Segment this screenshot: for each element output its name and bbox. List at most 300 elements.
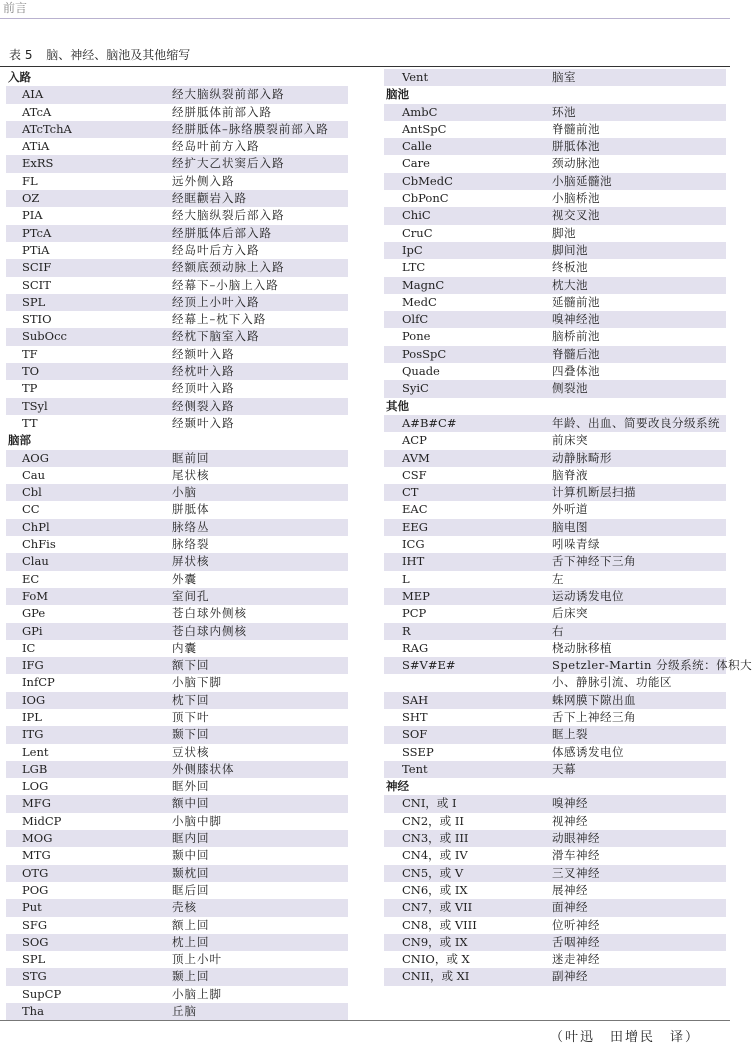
full-term: 颞枕回 — [172, 865, 210, 880]
full-term: 小脑下脚 — [172, 675, 222, 690]
full-term: 额中回 — [172, 796, 210, 811]
section-heading: 神经 — [386, 779, 409, 794]
abbreviation: LOG — [22, 779, 49, 794]
table-row — [384, 519, 726, 536]
abbreviation: AmbC — [402, 104, 438, 119]
abbreviation: SPL — [22, 952, 46, 967]
full-term: 经扩大乙状窦后入路 — [172, 156, 285, 171]
table-row — [384, 830, 726, 847]
full-term: 小脑延髓池 — [552, 173, 612, 188]
full-term: 经岛叶后方入路 — [172, 242, 260, 257]
abbreviation: ATcTchA — [22, 121, 72, 136]
abbreviation: Quade — [402, 364, 440, 379]
table-row — [6, 155, 348, 172]
full-term: 展神经 — [552, 882, 588, 897]
full-term: 脑脊液 — [552, 467, 588, 482]
abbreviation: SCIT — [22, 277, 51, 292]
abbreviation: IFG — [22, 658, 44, 673]
abbreviation: Cau — [22, 467, 46, 482]
table-row — [6, 1003, 348, 1020]
abbreviation: TO — [22, 364, 40, 379]
full-term: 迷走神经 — [552, 952, 600, 967]
full-term: 颞中回 — [172, 848, 210, 863]
abbreviation: IC — [22, 640, 36, 655]
abbreviation: Tent — [402, 761, 428, 776]
abbreviation: R — [402, 623, 411, 638]
full-term: 经胼胝体后部入路 — [172, 225, 272, 240]
full-term: 尾状核 — [172, 467, 210, 482]
table-row — [6, 363, 348, 380]
abbreviation: SyiC — [402, 381, 429, 396]
abbreviation: IHT — [402, 554, 425, 569]
full-term: 运动诱发电位 — [552, 588, 624, 603]
table-row — [384, 917, 726, 934]
table-row — [6, 605, 348, 622]
abbreviation: EC — [22, 571, 40, 586]
section-heading: 脑部 — [8, 433, 31, 448]
right-column — [384, 69, 752, 986]
table-row — [384, 104, 726, 121]
abbreviation: CNII，或 XI — [402, 969, 470, 984]
full-term: 经顶上小叶入路 — [172, 294, 260, 309]
abbreviation: CT — [402, 485, 419, 500]
table-row — [6, 450, 348, 467]
table-row — [6, 726, 348, 743]
table-row — [384, 571, 726, 588]
full-term: 额下回 — [172, 658, 210, 673]
abbreviation: TT — [22, 415, 38, 430]
full-term: 额上回 — [172, 917, 210, 932]
full-term: 经幕下–小脑上入路 — [172, 277, 279, 292]
abbreviation: Cbl — [22, 485, 42, 500]
abbreviation: STIO — [22, 312, 52, 327]
abbreviation: PTiA — [22, 242, 50, 257]
abbreviation: AOG — [22, 450, 49, 465]
full-term: 经额叶入路 — [172, 346, 235, 361]
full-term: 小脑 — [172, 485, 197, 500]
table-row — [6, 104, 348, 121]
abbreviation: CNIO，或 X — [402, 952, 470, 967]
table-row — [384, 709, 726, 726]
full-term: 苍白球外侧核 — [172, 606, 247, 621]
full-term: 面神经 — [552, 900, 588, 915]
table-row — [6, 899, 348, 916]
abbreviation: MEP — [402, 588, 430, 603]
abbreviation: SCIF — [22, 260, 52, 275]
table-row — [6, 467, 348, 484]
full-term: 胼胝体池 — [552, 139, 600, 154]
full-term: 环池 — [552, 104, 576, 119]
full-term: 小脑上脚 — [172, 986, 222, 1001]
full-term: 脚间池 — [552, 242, 588, 257]
full-term: 眶内回 — [172, 831, 210, 846]
table-row — [384, 657, 752, 674]
table-row — [384, 795, 726, 812]
table-title — [9, 46, 190, 63]
table-row — [6, 484, 348, 501]
abbreviation: LTC — [402, 260, 426, 275]
full-term: 三叉神经 — [552, 865, 600, 880]
full-term: 舌咽神经 — [552, 934, 600, 949]
abbreviation: TP — [22, 381, 38, 396]
abbreviation: PIA — [22, 208, 43, 223]
full-term: 脑电图 — [552, 519, 588, 534]
abbreviation: Vent — [402, 70, 429, 84]
full-term: 枕上回 — [172, 934, 210, 949]
table-row — [6, 571, 348, 588]
abbreviation: ChFis — [22, 537, 56, 552]
full-term: 胼胝体 — [172, 502, 210, 517]
full-term: 外囊 — [172, 571, 197, 586]
full-term: 外侧膝状体 — [172, 761, 235, 776]
abbreviation: ATiA — [22, 139, 50, 154]
table-row — [384, 450, 726, 467]
table-row — [6, 294, 348, 311]
full-term: 小脑中脚 — [172, 813, 222, 828]
table-row — [384, 899, 726, 916]
table-row — [6, 415, 348, 432]
abbreviation: PosSpC — [402, 346, 447, 361]
table-row — [384, 346, 726, 363]
abbreviation: ExRS — [22, 156, 54, 171]
section-heading: 其他 — [386, 398, 409, 413]
abbreviation: Calle — [402, 139, 432, 154]
table-top-rule — [0, 66, 730, 67]
full-term: 前床突 — [552, 433, 588, 448]
table-row — [6, 259, 348, 276]
full-term: 眶后回 — [172, 882, 210, 897]
abbreviation: Tha — [22, 1004, 44, 1019]
full-term: 经枕下脑室入路 — [172, 329, 260, 344]
table-row — [6, 380, 348, 397]
abbreviation: GPi — [22, 623, 43, 638]
abbreviation: CN2，或 II — [402, 813, 464, 828]
abbreviation: OlfC — [402, 312, 429, 327]
full-term: 延髓前池 — [552, 294, 600, 309]
table-row — [6, 795, 348, 812]
table-row — [6, 311, 348, 328]
abbreviation: CNI，或 I — [402, 796, 457, 811]
table-row — [6, 553, 348, 570]
table-row — [6, 346, 348, 363]
table-row — [6, 519, 348, 536]
abbreviation: SOG — [22, 934, 49, 949]
full-term: 经颞叶入路 — [172, 415, 235, 430]
full-term: 终板池 — [552, 260, 588, 275]
table-bottom-rule — [0, 1020, 730, 1021]
full-term: 经侧裂入路 — [172, 398, 235, 413]
full-term: 副神经 — [552, 969, 588, 984]
abbreviation: Pone — [402, 329, 431, 344]
table-row — [6, 917, 348, 934]
table-row — [6, 778, 348, 795]
abbreviation: ATcA — [22, 104, 52, 119]
abbreviation: SubOcc — [22, 329, 67, 344]
abbreviation: IPL — [22, 709, 42, 724]
table-row — [384, 588, 726, 605]
full-term: 吲哚青绿 — [552, 537, 600, 552]
table-row — [384, 726, 726, 743]
table-row — [6, 398, 348, 415]
abbreviation: FL — [22, 173, 38, 188]
abbreviation: PCP — [402, 606, 427, 621]
table-row — [384, 865, 726, 882]
abbreviation: CN5，或 V — [402, 865, 464, 880]
full-term: 颞下回 — [172, 727, 210, 742]
table-row — [384, 761, 726, 778]
full-term: 眶前回 — [172, 450, 210, 465]
abbreviation: GPe — [22, 606, 46, 621]
full-term: 眶上裂 — [552, 727, 588, 742]
full-term: 外听道 — [552, 502, 588, 517]
table-row — [384, 173, 726, 190]
abbreviation: InfCP — [22, 675, 55, 690]
full-term: 侧裂池 — [552, 381, 588, 396]
abbreviation: SupCP — [22, 986, 62, 1001]
table-row — [384, 363, 726, 380]
abbreviation: SSEP — [402, 744, 434, 759]
full-term: 右 — [552, 623, 564, 638]
abbreviation: MOG — [22, 831, 53, 846]
table-row — [384, 553, 726, 570]
full-term: 四叠体池 — [552, 364, 600, 379]
abbreviation: CN8，或 VIII — [402, 917, 477, 932]
full-term: 舌下神经下三角 — [552, 554, 636, 569]
abbreviation: SPL — [22, 294, 46, 309]
full-term: 舌下上神经三角 — [552, 709, 636, 724]
table-row — [384, 259, 726, 276]
abbreviation: A#B#C# — [402, 415, 457, 430]
abbreviation: SAH — [402, 692, 429, 707]
full-term: 蛛网膜下隙出血 — [552, 692, 636, 707]
abbreviation: ChPl — [22, 519, 50, 534]
translator-credit: （叶迅 田增民 译） — [549, 1030, 700, 1045]
table-row — [6, 657, 348, 674]
table-row — [384, 311, 726, 328]
table-row — [384, 692, 726, 709]
full-term: 顶下叶 — [172, 709, 210, 724]
full-term: 豆状核 — [172, 744, 210, 759]
table-row — [6, 847, 348, 864]
table-row — [6, 277, 348, 294]
table-row — [6, 328, 348, 345]
full-term: 眶外回 — [172, 779, 210, 794]
table-row — [384, 225, 726, 242]
abbreviation: MedC — [402, 294, 437, 309]
full-term: 丘脑 — [172, 1004, 197, 1019]
table-row — [384, 294, 726, 311]
full-term: 经眶颧岩入路 — [172, 191, 247, 206]
full-term: 经大脑纵裂后部入路 — [172, 208, 285, 223]
table-row — [6, 225, 348, 242]
table-row — [384, 207, 726, 224]
table-row — [384, 934, 726, 951]
table-row — [6, 761, 348, 778]
full-term: 脉络裂 — [172, 537, 210, 552]
full-term: 颈动脉池 — [552, 156, 600, 171]
section-heading: 脑池 — [386, 87, 409, 102]
abbreviation: STG — [22, 969, 47, 984]
abbreviation: IOG — [22, 692, 46, 707]
abbreviation: CN7，或 VII — [402, 900, 473, 915]
full-term: 脉络丛 — [172, 519, 210, 534]
full-term: 视神经 — [552, 813, 588, 828]
abbreviation: CN4，或 IV — [402, 848, 468, 863]
abbreviation: IpC — [402, 242, 423, 257]
table-row — [6, 173, 348, 190]
table-row — [384, 242, 726, 259]
abbreviation: POG — [22, 882, 49, 897]
table-row — [6, 986, 348, 1003]
table-row — [384, 744, 726, 761]
abbreviation: CN6，或 IX — [402, 882, 468, 897]
abbreviation: TF — [22, 346, 38, 361]
abbreviation: L — [402, 571, 410, 586]
table-row — [384, 847, 726, 864]
full-term: 枕大池 — [552, 277, 588, 292]
full-term: 颞上回 — [172, 969, 210, 984]
full-term: 嗅神经池 — [552, 312, 600, 327]
abbreviation: SOF — [402, 727, 428, 742]
abbreviation: SHT — [402, 709, 428, 724]
full-term: 计算机断层扫描 — [552, 485, 636, 500]
table-row — [6, 207, 348, 224]
table-caption: 脑、神经、脑池及其他缩写 — [46, 48, 191, 62]
full-term: 位听神经 — [552, 917, 600, 932]
table-row — [384, 640, 726, 657]
abbreviation: AVM — [402, 450, 430, 465]
table-row — [6, 709, 348, 726]
table-row — [6, 536, 348, 553]
abbreviation: EEG — [402, 519, 428, 534]
full-term: 天幕 — [552, 761, 576, 776]
full-term: 经岛叶前方入路 — [172, 139, 260, 154]
table-row — [6, 744, 348, 761]
full-term: 顶上小叶 — [172, 952, 222, 967]
abbreviation: Care — [402, 156, 430, 171]
table-row — [6, 968, 348, 985]
table-row — [6, 830, 348, 847]
table-row — [384, 484, 726, 501]
full-term: 内囊 — [172, 640, 197, 655]
abbreviation: S#V#E# — [402, 658, 456, 673]
table-row — [384, 69, 726, 86]
full-term: 小脑桥池 — [552, 191, 600, 206]
table-row — [384, 415, 726, 432]
abbreviation: FoM — [22, 588, 49, 603]
table-row — [384, 432, 726, 449]
abbreviation: CbMedC — [402, 173, 453, 188]
left-column — [6, 69, 348, 1020]
page-header — [0, 0, 730, 19]
full-term: 小、静脉引流、功能区 — [552, 675, 672, 690]
abbreviation: ACP — [402, 433, 427, 448]
abbreviation: MFG — [22, 796, 51, 811]
abbreviation: CruC — [402, 225, 433, 240]
table-row — [384, 623, 726, 640]
full-term: 年龄、出血、简要改良分级系统 — [552, 415, 720, 430]
abbreviation: EAC — [402, 502, 428, 517]
full-term: 脚池 — [552, 225, 576, 240]
full-term: 脑桥前池 — [552, 329, 600, 344]
table-row — [6, 882, 348, 899]
abbreviation: OZ — [22, 191, 40, 206]
table-row — [6, 692, 348, 709]
full-term: 动眼神经 — [552, 831, 600, 846]
table-row — [384, 968, 726, 985]
abbreviation: MidCP — [22, 813, 62, 828]
abbreviation: Clau — [22, 554, 49, 569]
full-term: 脊髓后池 — [552, 346, 600, 361]
full-term: 经顶叶入路 — [172, 381, 235, 396]
table-row — [384, 121, 726, 138]
abbreviation: ICG — [402, 537, 425, 552]
abbreviation: MagnC — [402, 277, 445, 292]
full-term: 经额底颈动脉上入路 — [172, 260, 285, 275]
abbreviation: TSyl — [22, 398, 48, 413]
full-term: 嗅神经 — [552, 796, 588, 811]
full-term: 左 — [552, 571, 564, 586]
full-term: 远外侧入路 — [172, 173, 235, 188]
table-row — [384, 605, 726, 622]
table-row — [6, 934, 348, 951]
table-number: 表 5 — [9, 48, 33, 62]
table-row — [6, 674, 348, 691]
table-row — [6, 190, 348, 207]
table-row — [384, 328, 726, 345]
full-term: 视交叉池 — [552, 208, 600, 223]
abbreviation: OTG — [22, 865, 49, 880]
abbreviation: CN3，或 III — [402, 831, 469, 846]
full-term: 桡动脉移植 — [552, 640, 612, 655]
table-row — [384, 138, 726, 155]
table-row — [384, 190, 726, 207]
abbreviation: RAG — [402, 640, 429, 655]
abbreviation: AntSpC — [402, 121, 447, 136]
abbreviation: Put — [22, 900, 42, 915]
full-term: 苍白球内侧核 — [172, 623, 247, 638]
table-row — [384, 536, 726, 553]
table-row — [6, 813, 348, 830]
table-row — [6, 138, 348, 155]
full-term: 脑室 — [552, 70, 576, 84]
full-term: 壳核 — [172, 900, 197, 915]
abbreviation: AIA — [22, 87, 44, 102]
full-term: 经大脑纵裂前部入路 — [172, 87, 285, 102]
full-term: 经幕上–枕下入路 — [172, 312, 267, 327]
table-row — [384, 674, 726, 691]
full-term: 动静脉畸形 — [552, 450, 612, 465]
full-term: 经枕叶入路 — [172, 364, 235, 379]
abbreviation: SFG — [22, 917, 48, 932]
table-row — [384, 380, 726, 397]
table-row — [6, 86, 348, 103]
table-row — [6, 501, 348, 518]
table-row — [6, 242, 348, 259]
full-term: Spetzler-Martin 分级系统：体积大 — [552, 658, 752, 673]
table-row — [384, 467, 726, 484]
full-term: 室间孔 — [172, 588, 210, 603]
full-term: 滑车神经 — [552, 848, 600, 863]
table-row — [384, 813, 726, 830]
section-heading: 入路 — [8, 70, 31, 84]
full-term: 经胼胝体前部入路 — [172, 104, 272, 119]
abbreviation: ITG — [22, 727, 44, 742]
table-row — [6, 865, 348, 882]
full-term: 体感诱发电位 — [552, 744, 624, 759]
full-term: 经胼胝体–脉络膜裂前部入路 — [172, 121, 329, 136]
abbreviation: CSF — [402, 467, 427, 482]
